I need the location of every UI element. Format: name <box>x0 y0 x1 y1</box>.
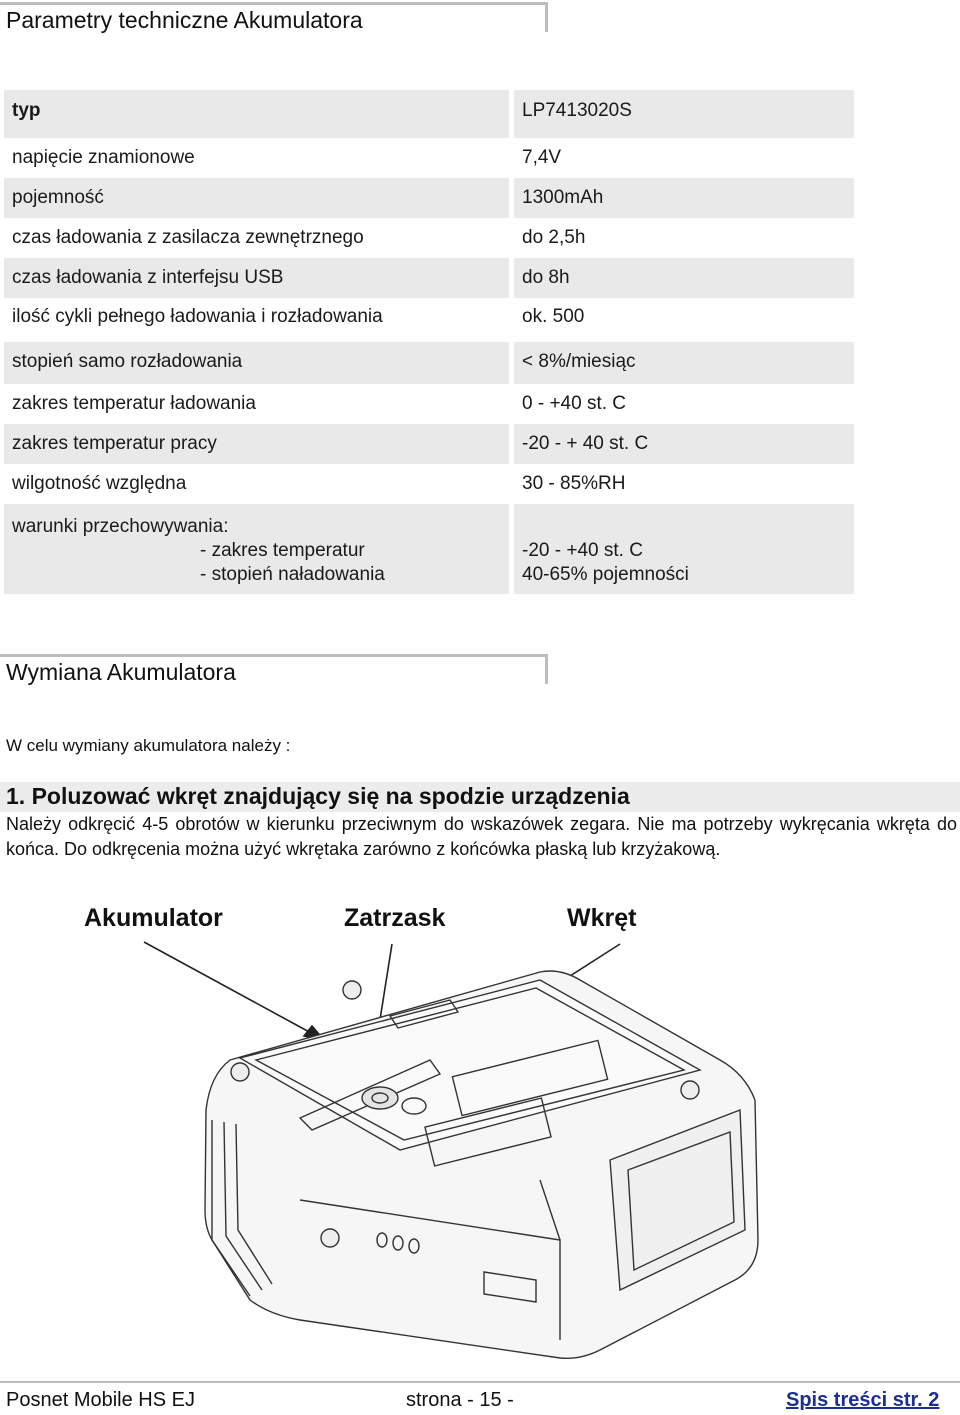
intro-text: W celu wymiany akumulatora należy : <box>6 736 291 755</box>
spec-value: ok. 500 <box>522 306 585 327</box>
spec-label-cell <box>4 504 509 594</box>
spec-value-cell <box>514 342 854 384</box>
spec-value: 7,4V <box>522 147 562 168</box>
spec-value-cell <box>514 90 854 138</box>
spec-value-cell <box>514 258 854 298</box>
storage-charge-value: 40-65% pojemności <box>522 564 689 585</box>
device-illustration <box>0 940 960 1380</box>
spec-row <box>4 384 854 424</box>
spec-label-cell <box>4 384 509 424</box>
spec-value-cell <box>514 178 854 218</box>
spec-label: ilość cykli pełnego ładowania i rozładowania <box>12 306 383 327</box>
spec-row <box>4 258 854 298</box>
section-header-params <box>0 2 548 32</box>
spec-label-cell <box>4 342 509 384</box>
spec-value-cell <box>514 298 854 342</box>
toc-link[interactable]: Spis treści str. 2 <box>786 1389 940 1411</box>
callout-akumulator: Akumulator <box>84 904 223 932</box>
spec-value: < 8%/miesiąc <box>522 351 636 372</box>
footer-page-number: strona - 15 - <box>406 1389 514 1411</box>
footer-product: Posnet Mobile HS EJ <box>6 1389 195 1411</box>
spec-label-cell <box>4 298 509 342</box>
section-title: Wymiana Akumulatora <box>6 659 236 685</box>
spec-row <box>4 464 854 504</box>
spec-row <box>4 218 854 258</box>
spec-value: do 2,5h <box>522 227 586 248</box>
spec-value: 1300mAh <box>522 187 604 208</box>
storage-heading: warunki przechowywania: <box>12 516 229 537</box>
spec-label-cell <box>4 178 509 218</box>
spec-value-cell <box>514 218 854 258</box>
spec-row <box>4 342 854 384</box>
spec-label: pojemność <box>12 187 104 208</box>
spec-label: czas ładowania z zasilacza zewnętrznego <box>12 227 364 248</box>
spec-label: zakres temperatur ładowania <box>12 393 256 414</box>
spec-label-cell <box>4 138 509 178</box>
step-1-title: 1. Poluzować wkręt znajdujący się na spodzie urządzenia <box>6 783 630 809</box>
spec-label: napięcie znamionowe <box>12 147 195 168</box>
storage-temp-label: - zakres temperatur <box>200 540 365 561</box>
spec-label-cell <box>4 424 509 464</box>
spec-value-cell <box>514 384 854 424</box>
spec-label: czas ładowania z interfejsu USB <box>12 267 284 288</box>
spec-label-cell <box>4 258 509 298</box>
spec-value: -20 - + 40 st. C <box>522 433 649 454</box>
spec-row <box>4 298 854 342</box>
callout-line-battery <box>144 942 324 1040</box>
spec-value: 30 - 85%RH <box>522 473 626 494</box>
spec-row <box>4 178 854 218</box>
callout-wkret: Wkręt <box>567 904 637 932</box>
spec-row-storage <box>4 504 854 594</box>
storage-charge-label: - stopień naładowania <box>200 564 385 585</box>
spec-value-cell <box>514 464 854 504</box>
spec-row <box>4 138 854 178</box>
spec-label: stopień samo rozładowania <box>12 351 243 372</box>
spec-value: 0 - +40 st. C <box>522 393 627 414</box>
spec-label-cell <box>4 218 509 258</box>
spec-label: zakres temperatur pracy <box>12 433 217 454</box>
spec-row <box>4 424 854 464</box>
spec-row <box>4 90 854 138</box>
spec-label: wilgotność względna <box>12 473 187 494</box>
page-title: Parametry techniczne Akumulatora <box>6 7 363 33</box>
storage-temp-value: -20 - +40 st. C <box>522 540 643 561</box>
spec-label-cell <box>4 464 509 504</box>
section-header-replace <box>0 654 548 684</box>
spec-label: typ <box>12 100 41 121</box>
callout-zatrzask: Zatrzask <box>344 904 446 932</box>
spec-label-cell <box>4 90 509 138</box>
spec-value-cell <box>514 424 854 464</box>
step-1-body: Należy odkręcić 4-5 obrotów w kierunku przeciwnym do wskazówek zegara. Nie ma potrzeby wykręcania wkręta do końca. Do odkręcenia można użyć wkrętaka zarówno z końcówka płaską lub krzyżakową. <box>6 814 957 859</box>
device-body <box>205 971 758 1358</box>
spec-value: do 8h <box>522 267 570 288</box>
spec-value-cell <box>514 504 854 594</box>
spec-value: LP7413020S <box>522 100 632 121</box>
spec-value-cell <box>514 138 854 178</box>
footer-divider <box>0 1381 960 1383</box>
